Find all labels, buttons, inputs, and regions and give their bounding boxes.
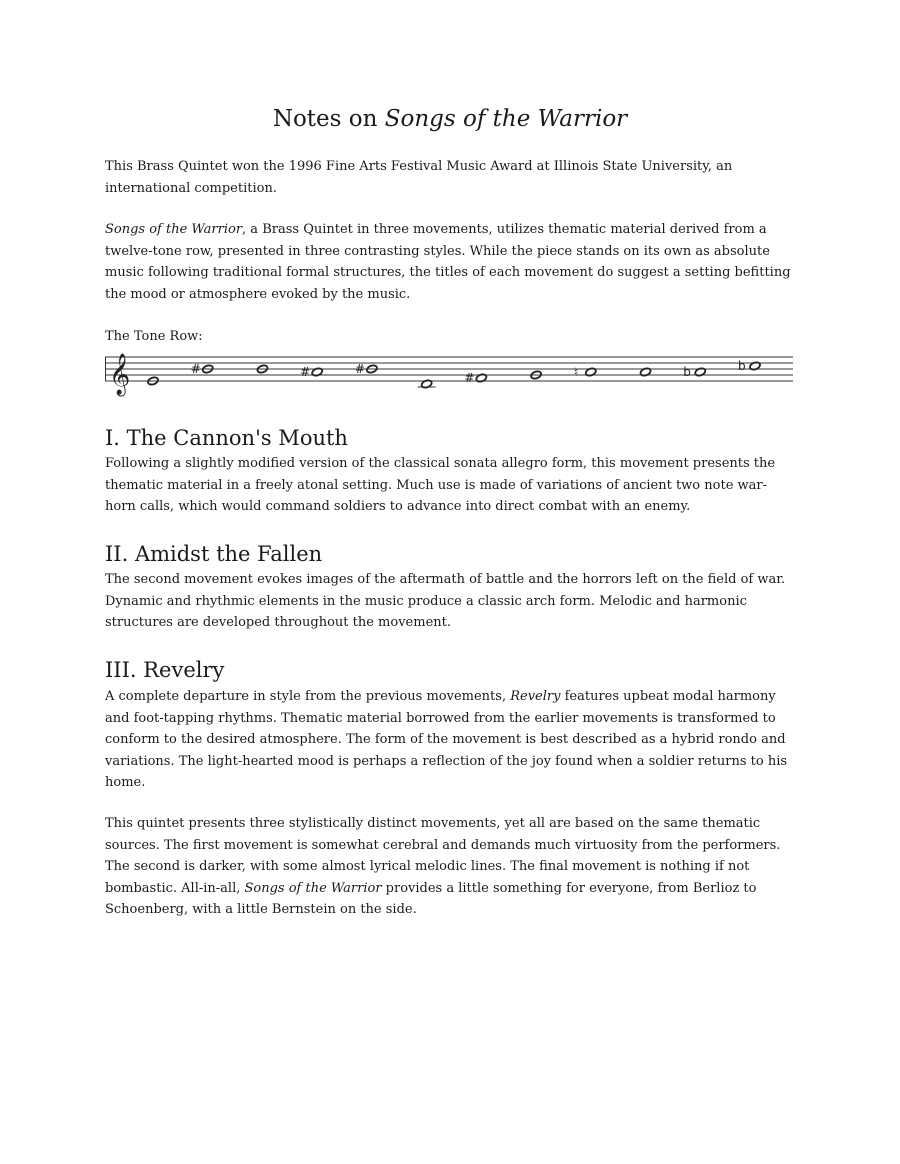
overview-paragraph	[105, 219, 795, 305]
movement-2-text: The second movement evokes images of the aftermath of battle and the horrors left on the field of war. Dynamic and rhythmic elements in the music produce a classic arch form. Melodic and harmonic structures are developed throughout the movement.	[105, 572, 786, 630]
movement-1-heading: I. The Cannon's Mouth	[105, 426, 348, 450]
movement-3-text	[105, 686, 795, 794]
title-prefix: Notes on	[272, 106, 385, 132]
note-accidental: b	[683, 365, 691, 379]
treble-clef: 𝄞	[109, 354, 131, 395]
intro-paragraph: This Brass Quintet won the 1996 Fine Arts Festival Music Award at Illinois State University, an international competition.	[105, 159, 733, 196]
movement-1-text: Following a slightly modified version of the classical sonata allegro form, this movement presents the thematic material in a freely atonal setting. Much use is made of variations of ancient two note war-horn calls, which would command soldiers to advance into direct combat with an enemy.	[105, 456, 776, 514]
conclusion-text-before: This quintet presents three stylistically distinct movements, yet all are based on the same thematic sources. The first movement is somewhat cerebral and demands much virtuosity from the performers. The second is darker, with some almost lyrical melodic lines. The final movement is nothing if not bombastic. All-in-all,	[105, 816, 781, 896]
note-accidental: ♮	[573, 365, 579, 379]
title-work: Songs of the Warrior	[384, 106, 628, 132]
note-accidental: #	[300, 365, 311, 379]
overview-text: , a Brass Quintet in three movements, utilizes thematic material derived from a twelve-tone row, presented in three contrasting styles. While the piece stands on its own as absolute music following traditional formal structures, the titles of each movement do suggest a setting befitting the mood or atmosphere evoked by the music.	[105, 222, 791, 302]
tone-row-staff	[105, 350, 795, 400]
movement-3-text-after: features upbeat modal harmony and foot-tapping rhythms. Thematic material borrowed from the earlier movements is transformed to conform to the desired atmosphere. The form of the movement is best described as a hybrid rondo and variations. The light-hearted mood is perhaps a reflection of the joy found when a soldier returns to his home.	[105, 689, 788, 790]
movement-3-italic-title: Revelry	[510, 689, 561, 704]
overview-work-title: Songs of the Warrior	[105, 222, 243, 237]
note-accidental: #	[354, 362, 365, 376]
movement-3-text-before: A complete departure in style from the previous movements,	[105, 689, 511, 704]
tone-row-label: The Tone Row:	[105, 329, 203, 344]
note-accidental: b	[738, 359, 746, 373]
conclusion-text-after: provides a little something for everyone, from Berlioz to Schoenberg, with a little Bernstein on the side.	[105, 880, 757, 917]
conclusion-italic-title: Songs of the Warrior	[244, 880, 382, 896]
note-accidental: #	[190, 362, 201, 376]
movement-2-heading: II. Amidst the Fallen	[105, 542, 323, 566]
page-title	[0, 102, 900, 136]
conclusion-paragraph	[105, 813, 795, 921]
movement-3-heading: III. Revelry	[105, 658, 225, 682]
note-accidental: #	[464, 371, 475, 385]
